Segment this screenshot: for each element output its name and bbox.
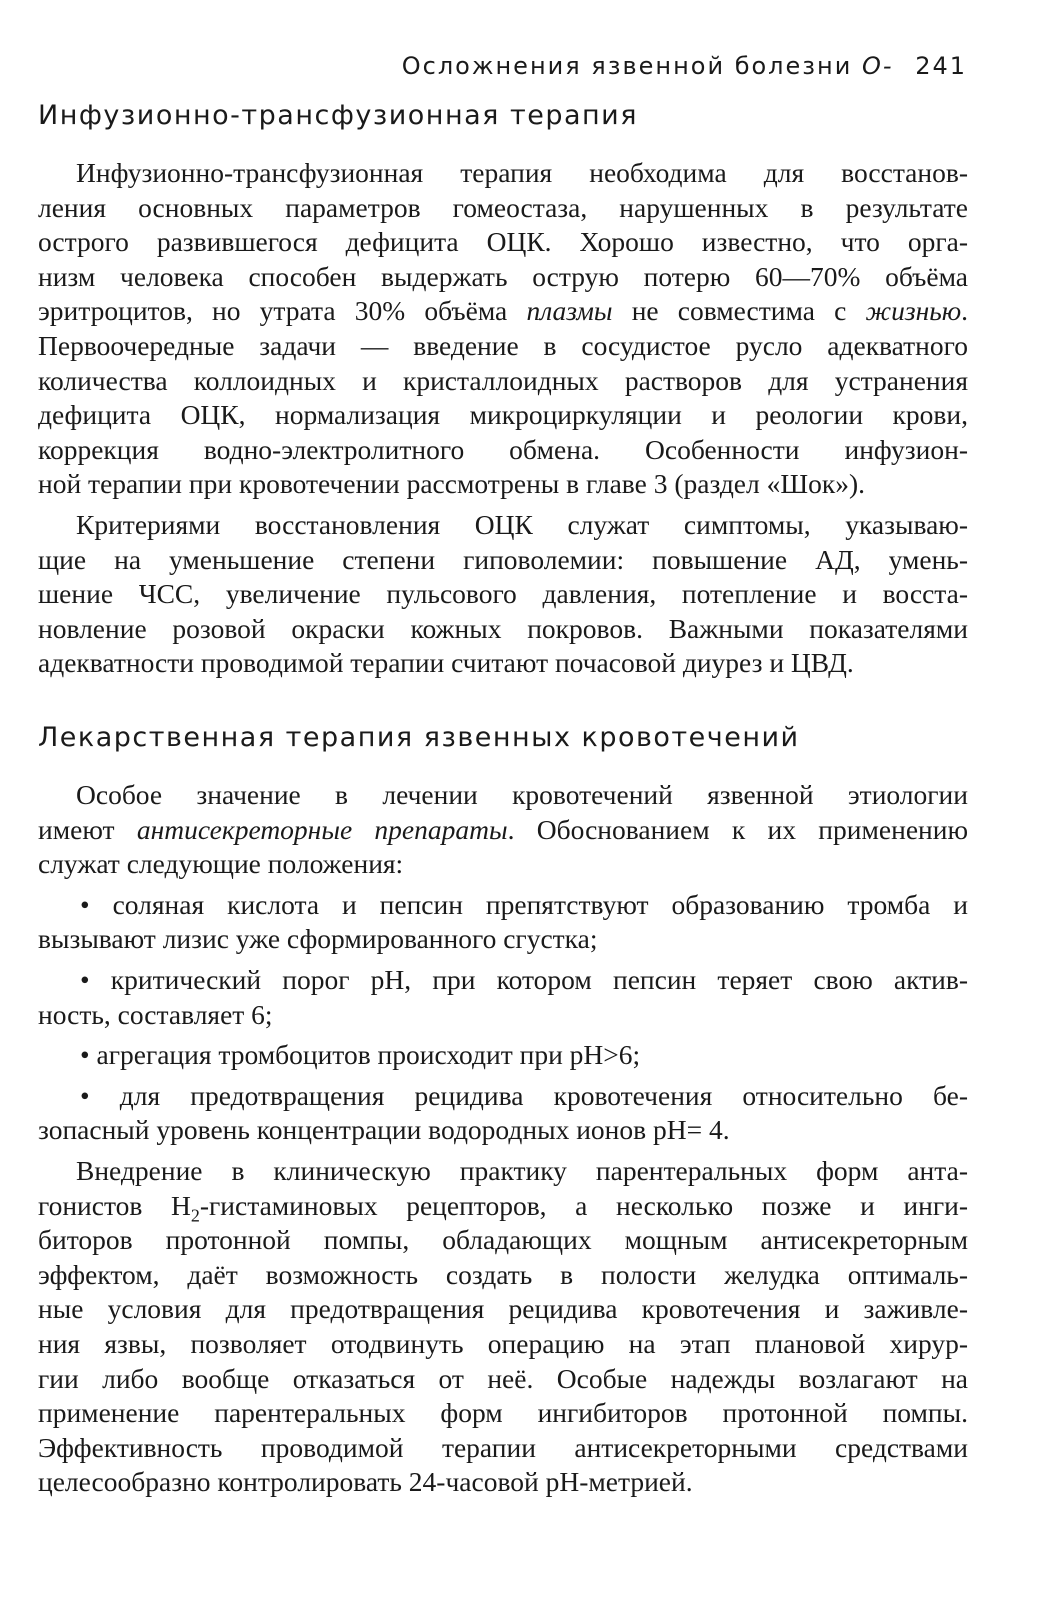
body-line: количества коллоидных и кристаллоидных растворов для устранения xyxy=(38,364,968,396)
bullet-line: • критический порог pH, при котором пепсин теряет свою актив- xyxy=(80,963,968,995)
subscript-2: 2 xyxy=(190,1205,200,1226)
body-line: острого развившегося дефицита ОЦК. Хорошо известно, что орга- xyxy=(38,226,968,258)
header-separator: О- xyxy=(861,52,894,80)
body-line: шение ЧСС, увеличение пульсового давления, потепление и восста- xyxy=(38,578,968,610)
running-header xyxy=(402,52,967,80)
body-line: ния язвы, позволяет отодвинуть операцию на этап плановой хирур- xyxy=(38,1327,968,1359)
section-heading-drug-therapy: Лекарственная терапия язвенных кровотечений xyxy=(38,722,800,753)
bullet-line: • соляная кислота и пепсин препятствуют образованию тромба и xyxy=(80,888,968,920)
body-line: Особое значение в лечении кровотечений язвенной этиологии xyxy=(76,779,968,810)
body-line: служат следующие положения: xyxy=(38,848,404,880)
body-line: дефицита ОЦК, нормализация микроциркуляции и реологии крови, xyxy=(38,399,968,431)
body-line: Первоочередные задачи — введение в сосудистое русло адекватного xyxy=(38,329,968,361)
bullet-line: • для предотвращения рецидива кровотечения относительно бе- xyxy=(80,1079,968,1111)
page-number: 241 xyxy=(915,52,967,80)
body-line: низм человека способен выдержать острую потерю 60—70% объёма xyxy=(38,260,968,292)
bullet-line: • агрегация тромбоцитов происходит при pH>6; xyxy=(80,1039,641,1071)
body-line: коррекция водно-электролитного обмена. Особенности инфузион- xyxy=(38,433,968,465)
body-line: гии либо вообще отказаться от неё. Особые надежды возлагают на xyxy=(38,1362,968,1394)
body-line: целесообразно контролировать 24-часовой pH-метрией. xyxy=(38,1466,693,1498)
italic-term-antisecretory: антисекреторные препараты xyxy=(136,813,508,845)
body-line: ления основных параметров гомеостаза, нарушенных в результате xyxy=(38,191,968,223)
body-line: Эффективность проводимой терапии антисекреторными средствами xyxy=(38,1431,968,1463)
body-line: биторов протонной помпы, обладающих мощным антисекреторным xyxy=(38,1224,968,1256)
body-line: Внедрение в клиническую практику парентеральных форм анта- xyxy=(76,1154,968,1186)
body-line: ной терапии при кровотечении рассмотрены в главе 3 (раздел «Шок»). xyxy=(38,468,866,500)
italic-term-life: жизнью xyxy=(865,295,962,327)
italic-term-plasma: плазмы xyxy=(526,295,613,327)
section-heading-infusion: Инфузионно-трансфузионная терапия xyxy=(38,100,638,131)
section-infusion-body xyxy=(38,156,968,681)
body-line: гонистов $Н_2$-гистаминовых рецепторов, а несколько позже и инги- xyxy=(38,1189,969,1226)
body-line: ные условия для предотвращения рецидива кровотечения и заживле- xyxy=(38,1293,968,1325)
bullet-line: ность, составляет 6; xyxy=(38,998,273,1030)
body-line: эффектом, даёт возможность создать в полости желудка оптималь- xyxy=(38,1258,968,1290)
body-line: Критериями восстановления ОЦК служат симптомы, указываю- xyxy=(76,508,968,540)
body-line: адекватности проводимой терапии считают почасовой диурез и ЦВД. xyxy=(38,647,854,679)
body-line: эритроцитов, но утрата 30% объёма плазмы не совместима с жизнью. xyxy=(38,295,968,327)
body-line: щие на уменьшение степени гиповолемии: повышение АД, умень- xyxy=(38,543,968,575)
bullet-line: зопасный уровень концентрации водородных ионов pH= 4. xyxy=(38,1114,730,1146)
section-drug-therapy-body xyxy=(38,778,968,1500)
body-line: имеют антисекреторные препараты. Обоснованием к их применению xyxy=(38,813,968,845)
bullet-line: вызывают лизис уже сформированного сгустка; xyxy=(38,923,598,955)
body-line: новление розовой окраски кожных покровов. Важными показателями xyxy=(38,612,968,644)
body-line: Инфузионно-трансфузионная терапия необходима для восстанов- xyxy=(76,157,968,188)
header-title: Осложнения язвенной болезни xyxy=(401,52,853,80)
body-line: применение парентеральных форм ингибиторов протонной помпы. xyxy=(38,1397,968,1429)
